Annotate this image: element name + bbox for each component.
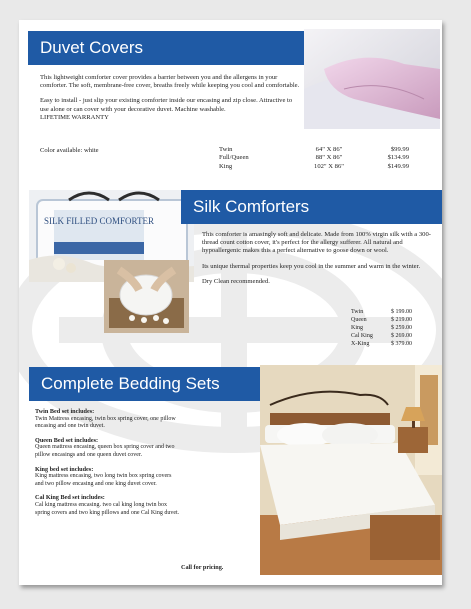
price-row: X-King $ 379.00	[351, 341, 412, 347]
silk-price-table	[351, 308, 431, 348]
silk-package-label: SILK FILLED COMFORTER	[44, 216, 154, 226]
price-row: Queen $ 219.00	[351, 317, 412, 323]
silk-header-band	[181, 190, 442, 224]
silk-desc-3: Dry Clean recommended.	[202, 277, 270, 285]
duvet-photo	[304, 29, 440, 129]
set-body: King mattress encasing, two long twin box spring covers and two pillow encasing and one king duvet cover.	[35, 473, 172, 487]
catalog-page	[19, 20, 442, 585]
price-row: King 102" X 86" $149.99	[219, 162, 409, 170]
duvet-header-band	[28, 31, 318, 65]
duvet-warranty: LIFETIME WARRANTY	[40, 113, 109, 121]
set-heading: Twin Bed set includes:	[35, 408, 95, 415]
set-body: Twin Mattress encasing, twin box spring cover, one pillow encasing and one twin duvet.	[35, 415, 176, 430]
price-row: Full/Queen 88" X 86" $134.99	[219, 154, 409, 162]
silk-desc-2: Its unique thermal properties keep you cool in the summer and warm in the winter.	[202, 262, 421, 270]
silk-title: Silk Comforters	[193, 197, 310, 216]
bedding-sets-list	[35, 408, 180, 523]
duvet-price-table	[219, 146, 409, 171]
call-for-pricing: Call for pricing.	[181, 564, 224, 571]
set-body: Queen mattress encasing, queen box spring cover and two pillow encasings and one queen duvet cover.	[35, 444, 175, 458]
price-row: Cal King $ 269.00	[351, 333, 412, 339]
price-row: Twin 64" X 86" $99.99	[219, 146, 409, 153]
set-heading: King bed set includes:	[35, 465, 94, 473]
duvet-description	[40, 74, 300, 122]
bedding-title: Complete Bedding Sets	[41, 374, 220, 393]
silk-desc-1: This comforter is amasingly soft and delicate. Made from 100% virgin silk with a 300-thread count cotton cover, it's perfect for the allergy sufferer. All natural and hypoallergenic makes this a perfect alternative to goose down or wool.	[202, 231, 431, 255]
set-body: Cal king mattress encasing. two cal king long twin box spring covers and two king pillows and one Cal King duvet.	[35, 501, 180, 516]
set-heading: Cal King Bed set includes:	[35, 494, 105, 502]
silk-description	[202, 231, 435, 293]
duvet-title: Duvet Covers	[40, 38, 143, 57]
set-heading: Queen Bed set includes:	[35, 436, 99, 444]
duvet-color: Color available: white	[40, 147, 99, 154]
price-row: Twin $ 199.00	[351, 309, 412, 315]
duvet-desc-2: Easy to install - just slip your existing comforter inside our encasing and zip close. Attractive to use alone or can cover with your decorative duvet. Machine washable.	[40, 97, 293, 113]
price-row: King $ 259.00	[351, 325, 412, 331]
bedroom-photo	[260, 365, 442, 575]
duvet-desc-1: This lightweight comforter cover provides a barrier between you and the allergens in your comforter. The soft, membrane-free cover, breaths freely while keeping you cool and comfortable.	[40, 74, 300, 90]
bedding-header-band	[29, 367, 269, 401]
silk-cocoon-photo	[104, 260, 189, 333]
